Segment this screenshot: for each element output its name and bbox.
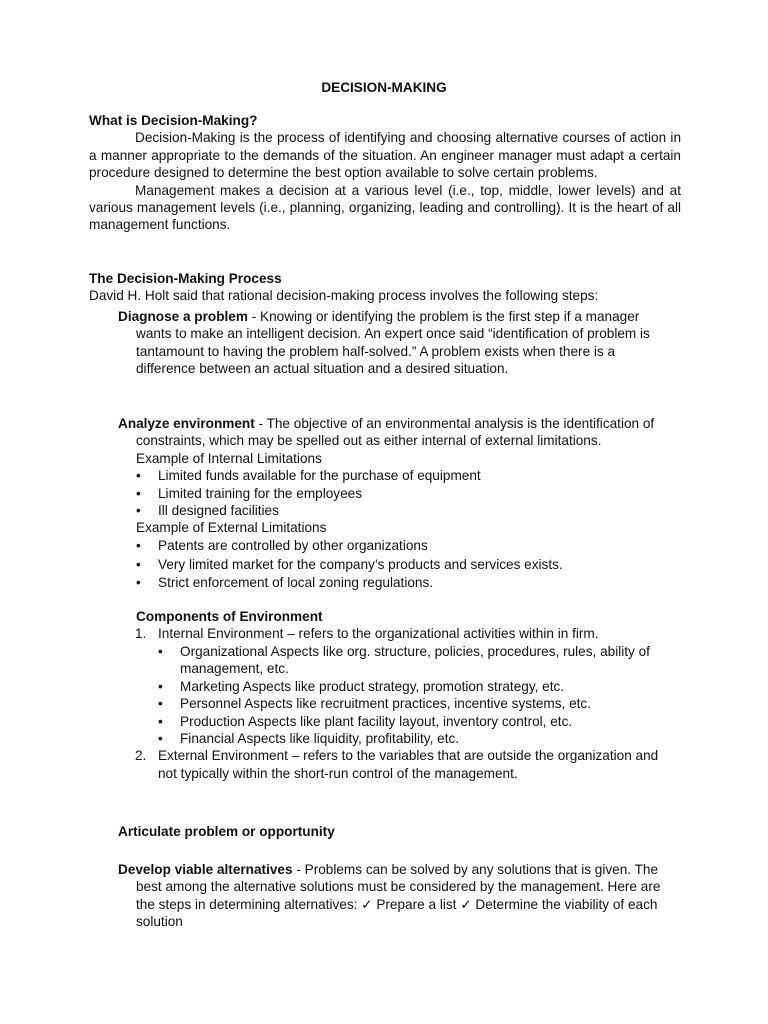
step-description: - The objective of an environmental analysis is the identification of constraints, which may be spelled out as either internal of external limitations.	[136, 416, 655, 449]
paragraph-management-levels: Management makes a decision at a various level (i.e., top, middle, lower levels) and at various management levels (i.e., planning, organizing, leading and controlling). It is the heart of all management functions.	[89, 182, 681, 233]
components-list-continued	[113, 747, 673, 782]
external-limitations-list	[113, 537, 673, 591]
list-item: • Financial Aspects like liquidity, profitability, etc.	[113, 730, 673, 747]
step-analyze-environment	[113, 415, 673, 782]
page-title: DECISION-MAKING	[321, 80, 447, 95]
component-external	[113, 747, 673, 782]
list-item: • Limited training for the employees	[113, 485, 673, 502]
internal-environment-aspects	[113, 643, 673, 747]
list-item: • Patents are controlled by other organizations	[113, 537, 673, 554]
external-limitations-heading: Example of External Limitations	[136, 520, 327, 536]
list-number: 1.	[135, 626, 147, 642]
list-item: • Marketing Aspects like product strategy, promotion strategy, etc.	[113, 678, 673, 695]
list-item: • Strict enforcement of local zoning regulations.	[113, 574, 673, 591]
section-process	[89, 270, 681, 305]
components-heading: Components of Environment	[136, 609, 323, 625]
section-heading-what-is: What is Decision-Making?	[89, 113, 258, 128]
step-text	[113, 415, 673, 450]
step-description: - Problems can be solved by any solutions that is given. The best among the alternative solutions must be considered by the management. Here are the steps in determining alternatives: ✓ Prepare a list ✓ Determine the viability of each solution	[136, 862, 661, 930]
paragraph-definition: Decision-Making is the process of identifying and choosing alternative courses of action in a manner appropriate to the demands of the situation. An engineer manager must adapt a certain procedure designed to determine the best option available to solve certain problems.	[89, 130, 681, 181]
section-what-is	[89, 112, 681, 234]
step-text	[113, 861, 673, 931]
list-number: 2.	[135, 748, 147, 764]
component-text: External Environment – refers to the variables that are outside the organization and not typically within the short-run control of the management.	[158, 748, 659, 781]
step-articulate-problem	[113, 823, 673, 840]
step-label: Analyze environment	[118, 416, 255, 431]
list-item: • Production Aspects like plant facility layout, inventory control, etc.	[113, 713, 673, 730]
list-item: • Limited funds available for the purchase of equipment	[113, 467, 673, 484]
section-heading-process: The Decision-Making Process	[89, 271, 282, 286]
list-item: • Very limited market for the company’s products and services exists.	[113, 556, 673, 573]
step-diagnose-problem	[113, 308, 673, 378]
internal-limitations-list	[113, 467, 673, 519]
components-list	[113, 625, 673, 642]
step-label: Develop viable alternatives	[118, 862, 293, 877]
step-text	[113, 308, 673, 378]
list-item: • Organizational Aspects like org. structure, policies, procedures, rules, ability of management, etc.	[113, 643, 673, 678]
component-internal	[113, 625, 673, 642]
internal-limitations-heading: Example of Internal Limitations	[136, 450, 322, 466]
component-text: Internal Environment – refers to the organizational activities within in firm.	[158, 626, 599, 642]
step-develop-alternatives	[113, 861, 673, 931]
list-item: • Ill designed facilities	[113, 502, 673, 519]
step-description: - Knowing or identifying the problem is the first step if a manager wants to make an intelligent decision. An expert once said “identification of problem is tantamount to having the problem half-solved.” A problem exists when there is a difference between an actual situation and a desired situation.	[136, 309, 650, 377]
list-item: • Personnel Aspects like recruitment practices, incentive systems, etc.	[113, 695, 673, 712]
step-label: Diagnose a problem	[118, 309, 248, 324]
paragraph-process-intro: David H. Holt said that rational decision-making process involves the following steps:	[89, 288, 599, 304]
step-label: Articulate problem or opportunity	[118, 824, 335, 839]
step-text	[113, 823, 673, 840]
